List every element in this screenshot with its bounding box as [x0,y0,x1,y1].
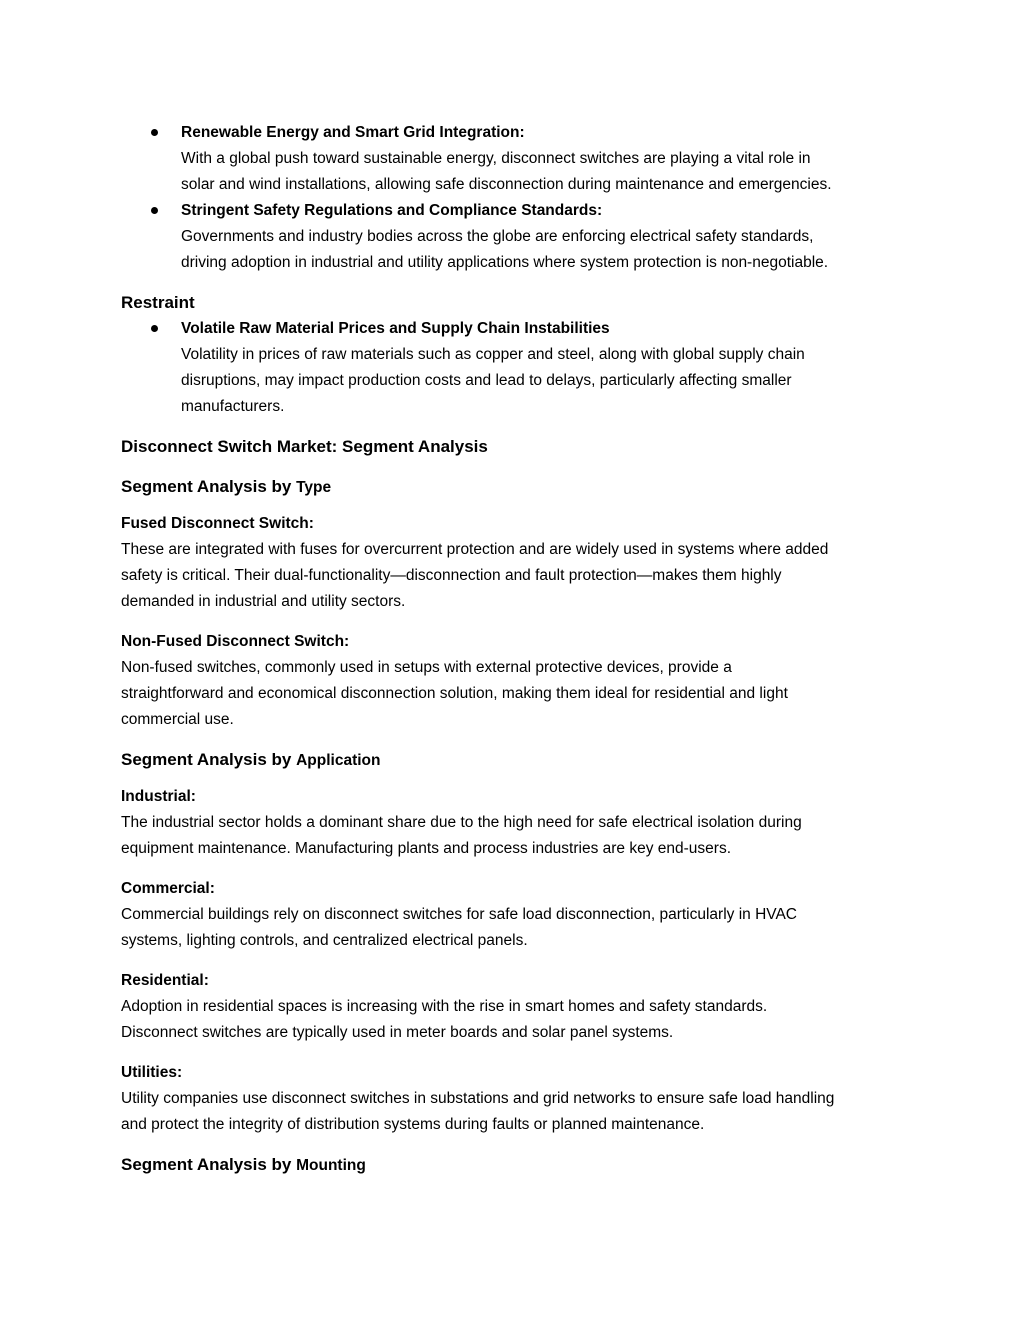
segment-entry-line: systems, lighting controls, and centralized electrical panels. [121,932,528,949]
segment-type-heading [121,474,911,501]
segment-heading-suffix: Application [296,752,381,769]
segment-entry-line: equipment maintenance. Manufacturing plants and process industries are key end-users. [121,840,732,857]
driver-item [181,120,911,198]
driver-line: With a global push toward sustainable energy, disconnect switches are playing a vital role in [181,150,811,167]
driver-title: Renewable Energy and Smart Grid Integration: [181,124,525,141]
segment-heading-suffix: Type [296,479,332,496]
restraint-line: Volatility in prices of raw materials such as copper and steel, along with global supply chain [181,346,805,363]
segment-analysis-heading: Disconnect Switch Market: Segment Analysis [121,437,488,456]
segment-entry [121,968,911,1046]
drivers-list [121,120,911,276]
driver-line: Governments and industry bodies across the globe are enforcing electrical safety standards, [181,228,814,245]
segment-entry-line: Disconnect switches are typically used in meter boards and solar panel systems. [121,1024,674,1041]
restraint-line: disruptions, may impact production costs and lead to delays, particularly affecting smaller [181,372,792,389]
segment-entry-line: commercial use. [121,711,234,728]
bullet-icon [151,129,158,136]
segment-entry [121,784,911,862]
segment-entry-title: Fused Disconnect Switch: [121,515,314,532]
segment-entry-title: Utilities: [121,1064,183,1081]
segment-heading-prefix: Segment Analysis by [121,750,297,769]
segment-entry-line: demanded in industrial and utility sectors. [121,593,406,610]
segment-heading-prefix: Segment Analysis by [121,1155,297,1174]
segment-entry-line: and protect the integrity of distribution systems during faults or planned maintenance. [121,1116,705,1133]
segment-entry [121,1060,911,1138]
segment-application-heading [121,747,911,774]
segment-entry-line: safety is critical. Their dual-functionality—disconnection and fault protection—makes them highly [121,567,782,584]
segment-heading-suffix: Mounting [296,1157,366,1174]
segment-entry-title: Residential: [121,972,209,989]
segment-entry [121,629,911,733]
driver-item [181,198,911,276]
driver-line: solar and wind installations, allowing safe disconnection during maintenance and emergencies. [181,176,832,193]
segment-mounting-heading [121,1152,911,1179]
segment-heading-prefix: Segment Analysis by [121,477,297,496]
driver-line: driving adoption in industrial and utility applications where system protection is non-negotiable. [181,254,829,271]
segment-entry-line: Adoption in residential spaces is increasing with the rise in smart homes and safety standards. [121,998,768,1015]
segment-entry-line: Utility companies use disconnect switches in substations and grid networks to ensure safe load handling [121,1090,835,1107]
segment-entry [121,511,911,615]
bullet-icon [151,325,158,332]
restraint-item [181,316,911,420]
restraint-heading: Restraint [121,293,195,312]
restraint-title: Volatile Raw Material Prices and Supply Chain Instabilities [181,320,610,337]
segment-entry-line: straightforward and economical disconnection solution, making them ideal for residential and light [121,685,788,702]
segment-entry-line: Non-fused switches, commonly used in setups with external protective devices, provide a [121,659,732,676]
segment-entry-line: The industrial sector holds a dominant share due to the high need for safe electrical isolation during [121,814,802,831]
segment-entry-line: These are integrated with fuses for overcurrent protection and are widely used in systems where added [121,541,829,558]
segment-entry-title: Commercial: [121,880,215,897]
segment-entry-title: Non-Fused Disconnect Switch: [121,633,350,650]
document-page [121,120,911,1179]
bullet-icon [151,207,158,214]
driver-title: Stringent Safety Regulations and Compliance Standards: [181,202,603,219]
segment-entry-title: Industrial: [121,788,196,805]
restraint-list [121,316,911,420]
segment-entry [121,876,911,954]
segment-entry-line: Commercial buildings rely on disconnect switches for safe load disconnection, particularly in HVAC [121,906,797,923]
restraint-line: manufacturers. [181,398,285,415]
